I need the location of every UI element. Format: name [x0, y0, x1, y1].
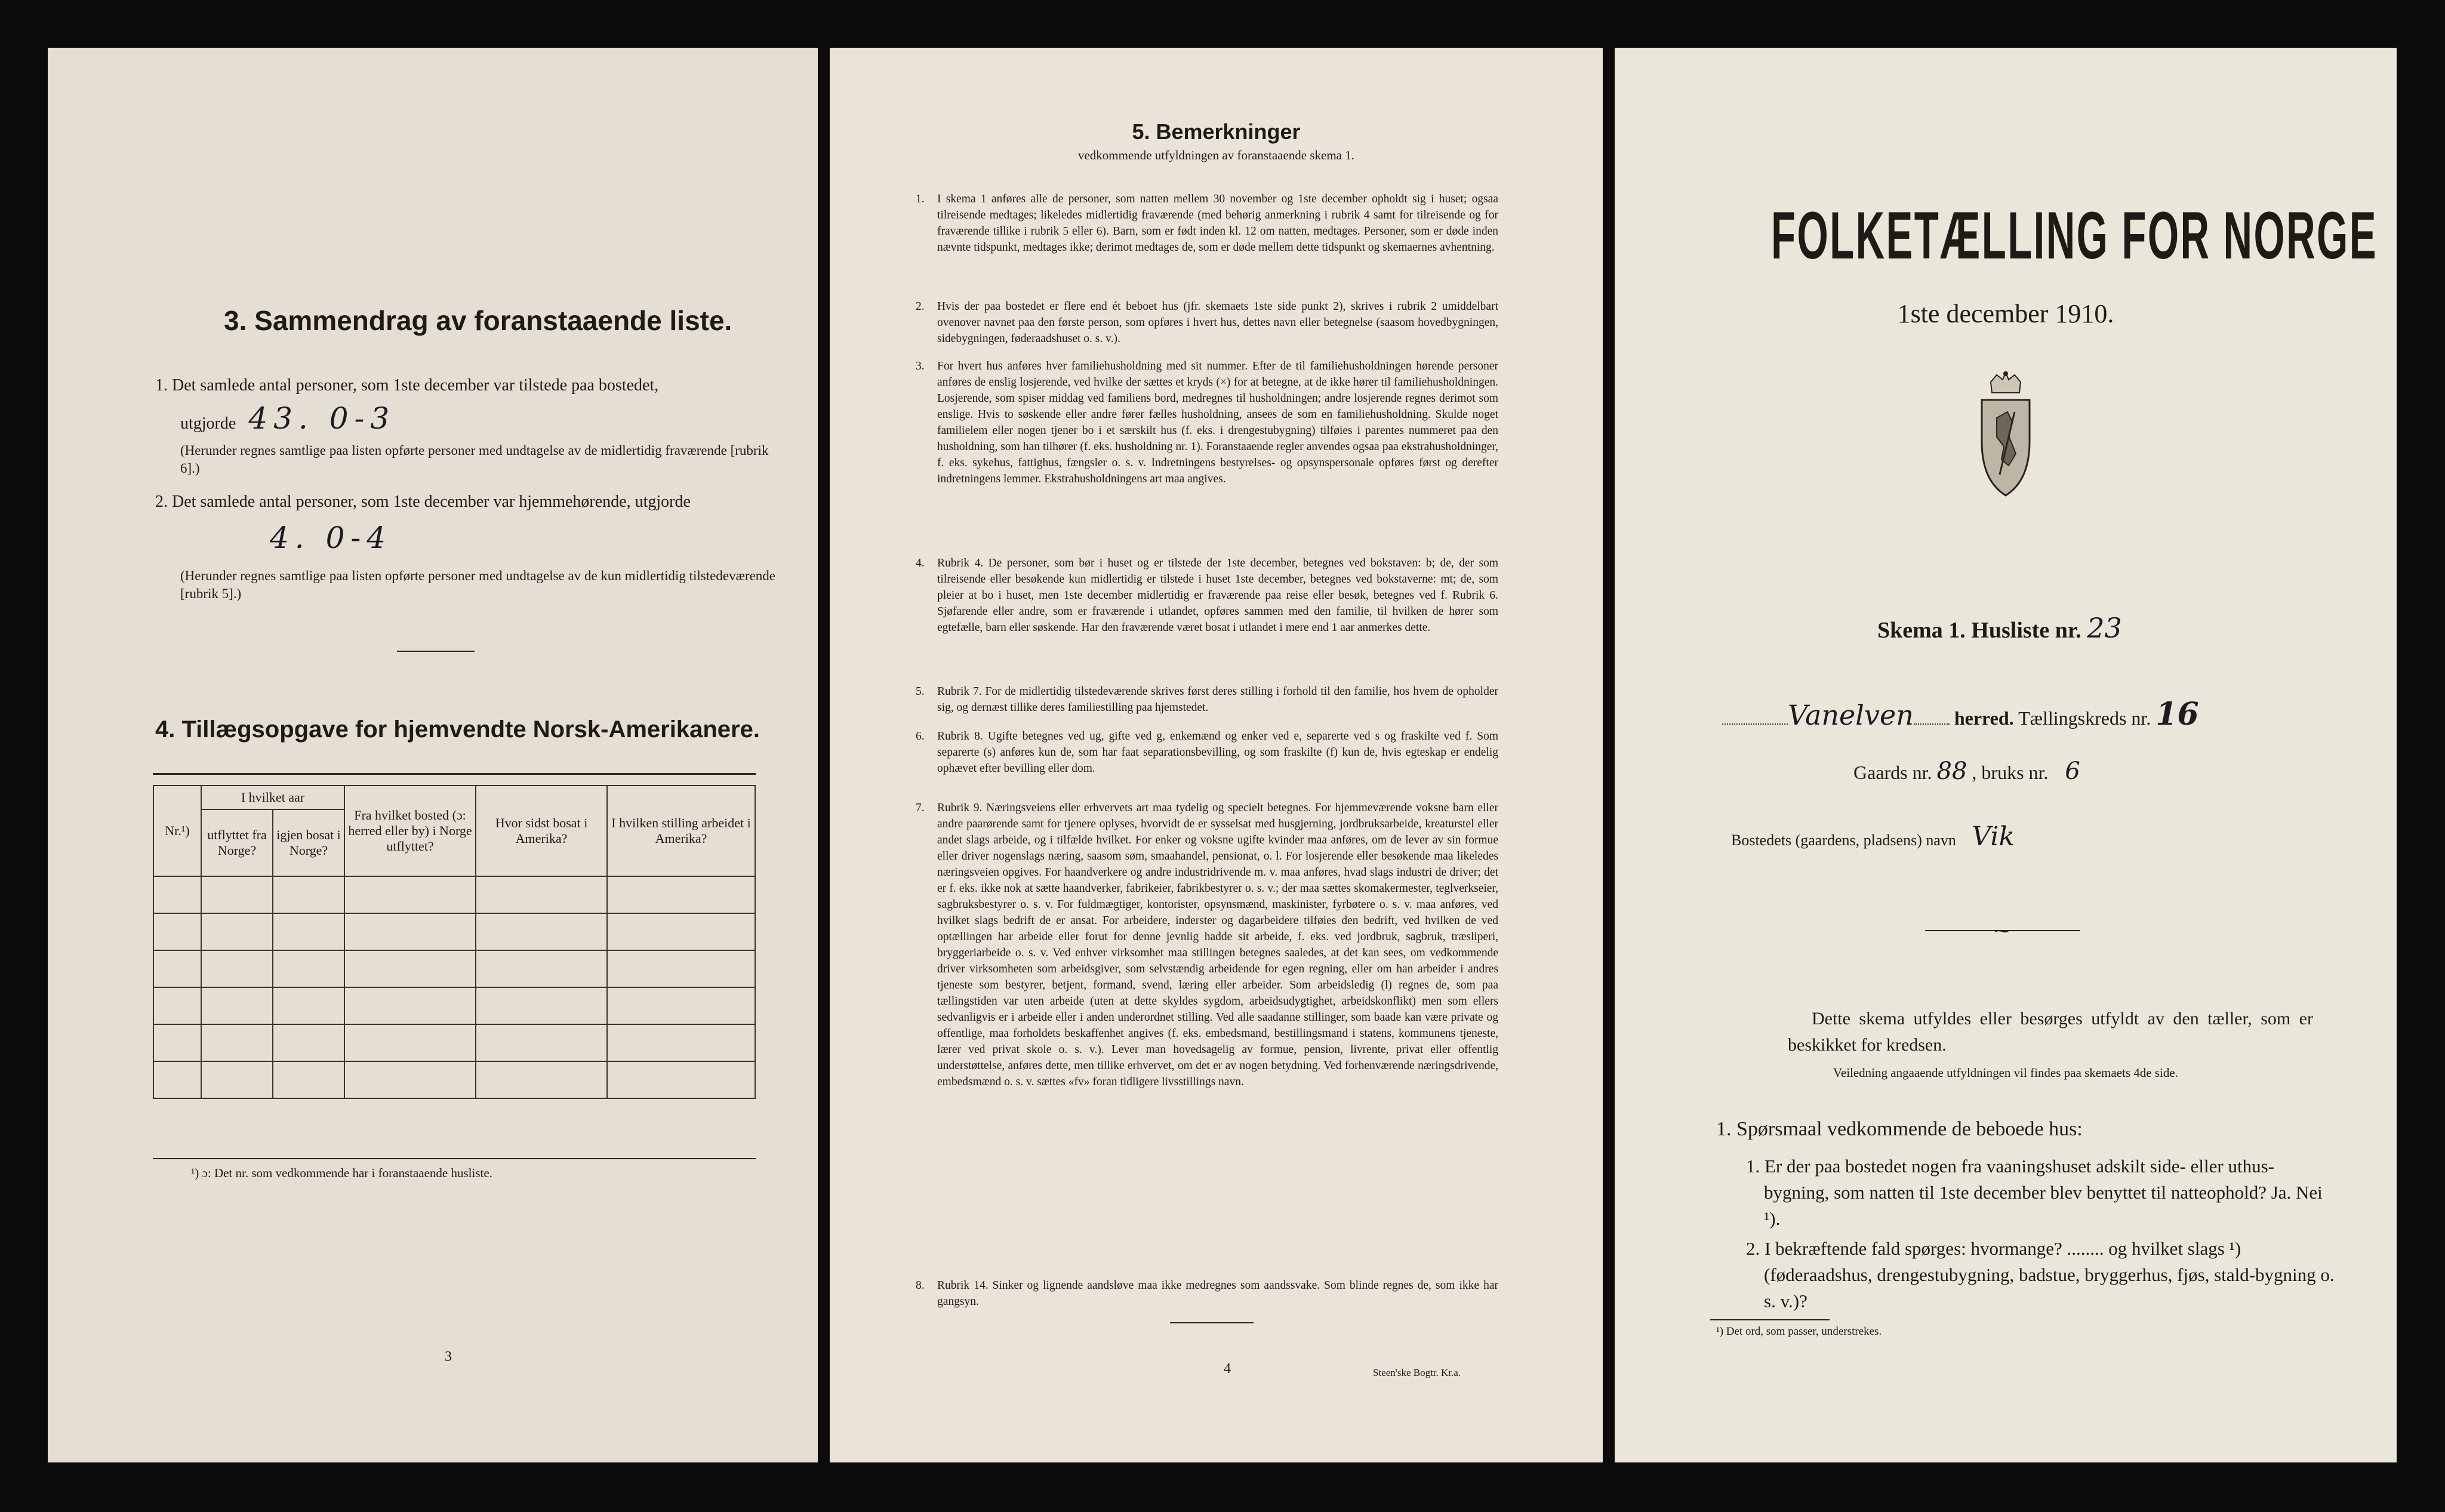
question-1-1: 1. Er der paa bostedet nogen fra vaaningshuset adskilt side- eller uthus-bygning, som natten til 1ste december blev benyttet til natteophold? Ja. Nei ¹).: [1746, 1156, 2323, 1229]
col-stilling: I hvilken stilling arbeidet i Amerika?: [607, 786, 755, 876]
herred-line: [1722, 696, 2343, 732]
remark-text: Rubrik 7. For de midlertidig tilstedeværende skrives først deres stilling i forhold til den familie, hos hvem de opholder sig, og dernæst tillike deres familiestilling paa hjemstedet.: [937, 685, 1498, 714]
item-1-text: 1. Det samlede antal personer, som 1ste december var tilstede paa bostedet,: [155, 376, 659, 395]
item-1-value: 43. 0-3: [248, 401, 396, 436]
item-1-utgjorde-line: [180, 401, 718, 436]
norsk-amerikanere-table: [153, 785, 756, 1099]
husliste-nr: 23: [2087, 612, 2122, 644]
remark-number: 4.: [916, 557, 925, 569]
col-hvor-sidst-bosat: Hvor sidst bosat i Amerika?: [476, 786, 607, 876]
page-1-cover: [1615, 48, 2397, 1462]
col-utflyttet: utflyttet fra Norge?: [201, 809, 273, 876]
table-row: [153, 876, 755, 913]
divider: [397, 651, 475, 652]
section-4-rule: [153, 773, 756, 775]
page-4: [830, 48, 1603, 1462]
remark-number: 6.: [916, 730, 925, 743]
footnote: ¹) Det ord, som passer, understrekes.: [1716, 1325, 1882, 1338]
kreds-label: Tællingskreds nr.: [2018, 707, 2151, 729]
remark-number: 2.: [916, 300, 925, 313]
remark-text: Rubrik 14. Sinker og lignende aandsløve maa ikke medregnes som aandssvake. Som blinde regnes de, som ikke har gangsyn.: [937, 1279, 1498, 1308]
census-title: FOLKETÆLLING FOR NORGE: [1771, 198, 2378, 273]
remark-text: For hvert hus anføres hver familiehusholdning med sit nummer. Efter de til familiehusholdningen hørende personer anføres de enslig losjerende, ved hvilke der sættes et kryds (×) for at betegne, at de ikke hører til familiehusholdningen. Losjerende, som spiser middag ved familiens bord, medregnes til husholdningen; andre losjerende regnes derimot som enslige. Hvis to søskende eller andre fører fælles husholdning, ansees de som en familiehusholdning. Skulde noget familielem eller nogen tjener bo i et særskilt hus (f. eks. i drengestubygning) tilføies i parentes nummeret paa den husholdning, som han tilhører (f. eks. husholdning nr. 1). Foranstaaende regler anvendes ogsaa paa ekstrahusholdninger, f. eks. sykehus, fattighus, fængsler o. s. v. Indretningens bestyrelses- og opsynspersonale opføres først og derefter indretningens lemmer. Ekstrahusholdningens art maa angives.: [937, 360, 1498, 485]
remark-6: [916, 728, 1498, 777]
col-fra-hvilket-bosted: Fra hvilket bosted (ɔ: herred eller by) i Norge utflyttet?: [344, 786, 476, 876]
remark-number: 1.: [916, 193, 925, 205]
remark-text: Hvis der paa bostedet er flere end ét beboet hus (jfr. skemaets 1ste side punkt 2), skrives i rubrik 2 umiddelbart ovenover navnet paa den første person, som opføres i hvert hus, dettes navn eller betegnelse (saasom hovedbygningen, sidebygningen, føderaadshuset o. s. v.).: [937, 300, 1498, 345]
remark-text: Rubrik 8. Ugifte betegnes ved ug, gifte ved g, enkemænd og enker ved e, separerte ved s og fraskilte ved f. Som separerte (s) anføres kun de, som har faat separationsbevilling, og som fraskilte (f) kun de, hvis egteskap er endelig ophævet efter bevilling eller dom.: [937, 730, 1498, 775]
herred-label: herred.: [1954, 707, 2014, 729]
bruks-label: , bruks nr.: [1972, 762, 2049, 783]
herred-value: Vanelven: [1788, 699, 1914, 731]
table-row: [153, 1024, 755, 1061]
remark-5: [916, 683, 1498, 716]
table-bottom-rule: [153, 1158, 756, 1159]
col-nr: Nr.¹): [153, 786, 201, 876]
bosted-label: Bostedets (gaardens, pladsens) navn: [1731, 832, 1956, 849]
item-2-text: 2. Det samlede antal personer, som 1ste december var hjemmehørende, utgjorde: [155, 492, 691, 511]
remark-7: [916, 800, 1498, 1090]
section-3-title: 3. Sammendrag av foranstaaende liste.: [224, 305, 732, 336]
remark-number: 8.: [916, 1279, 925, 1292]
item-2-value-line: [180, 521, 392, 556]
table-row: [153, 1061, 755, 1098]
veiledning-text: Veiledning angaaende utfyldningen vil findes paa skemaets 4de side.: [1833, 1066, 2178, 1080]
remark-number: 5.: [916, 685, 925, 698]
gaards-line: [1853, 758, 2080, 786]
norwegian-coat-of-arms-icon: [1973, 370, 2038, 501]
remarks-subtitle: vedkommende utfyldningen av foranstaaende skema 1.: [1077, 148, 1354, 162]
remark-text: Rubrik 4. De personer, som bør i huset og er tilstede der 1ste december, betegnes ved bokstaven: b; de, der som tilreisende eller besøkende kun midlertidig er tilstede i huset 1ste december, betegnes ved bokstaverne: mt; de, som pleier at bo i huset, men 1ste december midlertidig er fraværende paa reise eller besøk, betegnes ved f. Rubrik 6. Sjøfarende eller andre, som er fraværende i utlandet, opføres sammen med den familie, til hvilken de hører som egtefælle, barn eller søskende. Har den fraværende været bosat i utlandet i mere end 1 aar anmerkes dette.: [937, 557, 1498, 634]
remark-3: [916, 358, 1498, 487]
remark-8: [916, 1277, 1498, 1310]
item-1-utgjorde-label: utgjorde: [180, 414, 236, 433]
remark-2: [916, 298, 1498, 347]
remarks-title: 5. Bemerkninger: [1132, 119, 1301, 144]
question-1-2: 2. I bekræftende fald spørges: hvormange? ........ og hvilket slags ¹) (føderaadshus, drengestubygning, badstue, bryggerhus, fjøs, stald-bygning o. s. v.)?: [1746, 1238, 2335, 1311]
page-number: 4: [1224, 1361, 1231, 1376]
gaards-label: Gaards nr.: [1853, 762, 1932, 783]
table-row: [153, 950, 755, 987]
remark-number: 7.: [916, 802, 925, 814]
remark-number: 3.: [916, 360, 925, 372]
item-1-note: (Herunder regnes samtlige paa listen opførte personer med undtagelse av de midlertidig fraværende [rubrik 6].): [180, 443, 769, 476]
census-date: 1ste december 1910.: [1897, 299, 2114, 328]
divider: [1170, 1322, 1254, 1323]
gaards-value: 88: [1936, 757, 1967, 785]
item-2-note: (Herunder regnes samtlige paa listen opførte personer med undtagelse av de kun midlertidig tilstedeværende [rubrik 5].): [180, 568, 775, 601]
question-1-title: 1. Spørsmaal vedkommende de beboede hus:: [1716, 1118, 2083, 1140]
page-number: 3: [445, 1349, 452, 1365]
table-row: [153, 913, 755, 950]
bosted-value: Vik: [1972, 821, 2015, 852]
intro-text: Dette skema utfyldes eller besørges utfyldt av den tæller, som er beskikket for kredsen.: [1788, 1009, 2313, 1055]
remark-text: Rubrik 9. Næringsveiens eller erhvervets art maa tydelig og specielt betegnes. For hjemmeværende voksne barn eller andre paarørende samt for tjenere oplyses, hvorvidt de er sysselsat med husgjerning, jordbruksarbeide, kreaturstel eller andet slags arbeide, og i tilfælde hvilket. For enker og voksne ugifte kvinder maa anføres, om de lever av sin formue eller driver nogenslags næring, saasom søm, smaahandel, pensionat, o. l. For losjerende eller besøkende maa likeledes næringsveien opgives. For haandverkere og andre industridrivende m. v. maa anføres, hvad slags industri de driver; det er f. eks. ikke nok at sætte haandverker, fabrikeier, fabrikbestyrer o. s. v.; der maa sættes skomakermester, teglverkseier, sagbruksbestyrer o. s. v. For fuldmægtiger, kontorister, opsynsmænd, maskinister, fyrbøtere o. s. v. maa anføres, ved hvilket slags bedrift de er ansat. For arbeidere, inderster og dagarbeidere tilføies den bedrift, ved hvilken de ved optællingen har arbeide eller forut for denne jevnlig hadde sit arbeide, f. eks. ved jordbruk, sagbruk, træsliperi, bryggeriarbeide o. s. v. Ved enhver virksomhet maa stillingen betegnes saaledes, at det kan sees, om vedkommende driver virksomheten som arbeidsgiver, som selvstændig arbeidende for egen regning, eller om han arbeider i andres tjeneste som bestyrer, betjent, formand, svend, læring eller arbeider. Som arbeidsledig (l) regnes de, som paa tællingstiden var uten arbeide (uten at dette skyldes sygdom, arbeidsudygtighet, arbeidskonflikt) men som ellers sedvanligvis er i arbeide eller i anden underordnet stilling. Ved alle saadanne stillinger, som baade kan være private og offentlige, maa forholdets beskaffenhet angives (f. eks. embedsmand, bestillingsmand i statens, kommunens tjeneste, lærer ved privat skole o. s. v.). Lever man hovedsagelig av formue, pension, livrente, privat eller offentlig understøttelse, anføres dette, men tillike erhvervet, om det er av nogen betydning. Ved forhenværende næringsdrivende, embedsmænd o. s. v. sættes «fv» foran tidligere livsstillings navn.: [937, 802, 1498, 1088]
skema-line: [1877, 612, 2122, 644]
table-footnote: ¹) ɔ: Det nr. som vedkommende har i foranstaaende husliste.: [191, 1166, 492, 1180]
bruks-value: 6: [2065, 757, 2080, 785]
col-igjen-bosat: igjen bosat i Norge?: [273, 809, 344, 876]
remark-text: I skema 1 anføres alle de personer, som natten mellem 30 november og 1ste december opholdt sig i huset; ogsaa tilreisende medtages; likeledes midlertidig fraværende (med behørig anmerkning i rubrik 4 samt for tilreisende og for fraværende tillike i rubrik 5 eller 6). Barn, som er født inden kl. 12 om natten, medtages. Personer, som er døde inden nævnte tidspunkt, medtages ikke; derimot medtages de, som er døde mellem dette tidspunkt og skemaernes avhentning.: [937, 193, 1498, 254]
skema-label: Skema 1. Husliste nr.: [1877, 618, 2081, 643]
footnote-rule: [1710, 1319, 1830, 1320]
remark-4: [916, 555, 1498, 636]
bosted-line: [1731, 821, 2015, 854]
table-row: [153, 987, 755, 1024]
item-2-value: 4. 0-4: [270, 521, 392, 555]
kreds-value: 16: [2155, 696, 2199, 732]
printer-mark: Steen'ske Bogtr. Kr.a.: [1373, 1367, 1461, 1378]
page-3: [48, 48, 818, 1462]
col-group-i-hvilket-aar: I hvilket aar: [201, 786, 344, 809]
section-4-title: 4. Tillægsopgave for hjemvendte Norsk-Amerikanere.: [155, 716, 760, 743]
remark-1: [916, 191, 1498, 255]
ornament-icon: ⁓: [1994, 922, 2010, 940]
